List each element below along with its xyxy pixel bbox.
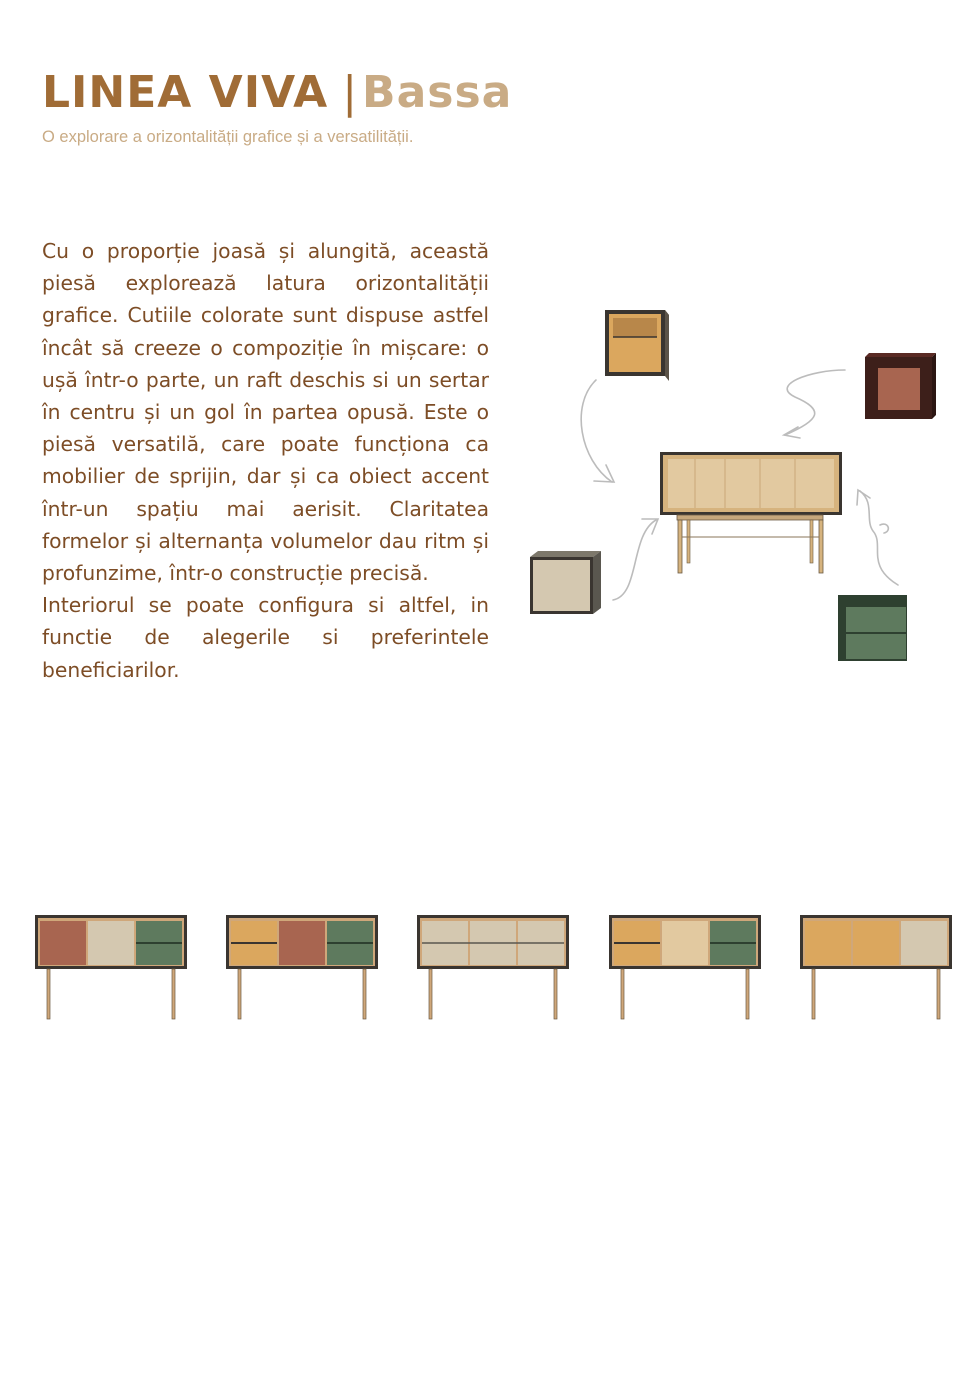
title-separator: | [342,67,359,118]
variant-2 [226,915,378,1019]
arrow-right-top-icon [785,370,845,435]
variant-4 [609,915,761,1019]
variant-1 [35,915,187,1019]
closed-box-beige-icon [530,551,601,614]
arrow-left-bottom-icon [613,520,656,600]
open-shelf-mustard-icon [605,310,669,381]
page-title [42,64,512,122]
open-box-terracotta-icon [865,353,936,419]
description-paragraph-2: Interiorul se poate configura si altfel, in functie de alegerile si preferintele beneficiarilor. [42,593,489,682]
description-text [42,235,489,686]
title-sub: Bassa [362,67,513,118]
arrow-right-bottom-icon [860,491,898,585]
page-subtitle: O explorare a orizontalității grafice și a versatilității. [42,128,414,146]
drawer-box-green-icon [838,595,907,661]
sideboard-oak-icon [660,452,842,573]
variant-3 [417,915,569,1019]
description-paragraph-1: Cu o proporție joasă și alungită, această piesă explorează latura orizontalității grafice. Cutiile colorate sunt dispuse astfel încât să creeze o compoziție în mișcare: o ușă într-o parte, un raft deschis si un sertar în centru și un gol în partea opusă. Este o piesă versatilă, care poate funcționa ca mobilier de sprijin, dar și ca obiect accent într-un spațiu mai aerisit. Claritatea formelor și alternanța volumelor dau ritm și profunzime, într-o construcție precisă. [42,239,489,586]
title-main: LINEA VIVA [42,67,329,118]
variants-row [30,905,960,1025]
composition-illustration [520,295,950,675]
variant-5 [800,915,952,1019]
